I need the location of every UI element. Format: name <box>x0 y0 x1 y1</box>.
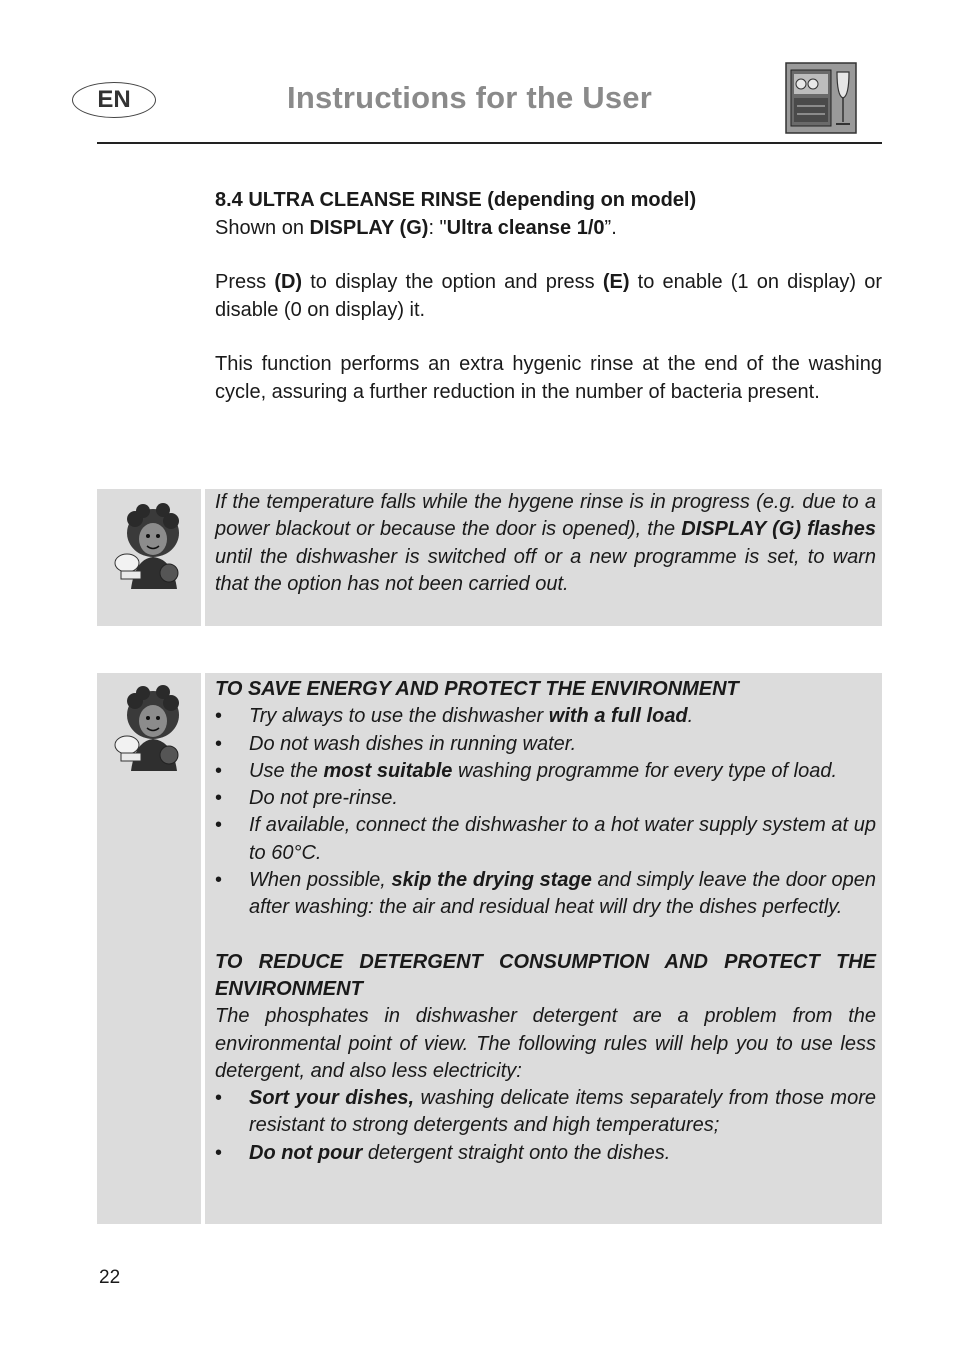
header-divider <box>97 142 882 144</box>
list-item <box>215 731 876 758</box>
page-title: Instructions for the User <box>287 80 652 115</box>
advisor-character-icon <box>113 501 187 589</box>
tip-text: detergent straight onto the dishes. <box>362 1141 671 1164</box>
energy-heading: TO SAVE ENERGY AND PROTECT THE ENVIRONMENT <box>215 678 739 700</box>
tip-text: Try always to use the dishwasher <box>249 705 549 728</box>
press-text-c: to enable (1 on display) or disable (0 on display) it. <box>215 271 883 321</box>
page-number: 22 <box>99 1267 121 1288</box>
list-item <box>215 812 876 867</box>
dishwasher-icon <box>785 62 857 134</box>
list-item <box>215 758 876 785</box>
note1-bold: DISPLAY (G) flashes <box>681 518 876 541</box>
section-body <box>215 187 882 242</box>
detergent-tips-list <box>215 1085 876 1167</box>
tip-bold: with a full load <box>548 705 688 728</box>
tip-text: If available, connect the dishwasher to a hot water supply system at up to 60°C. <box>249 814 876 864</box>
list-item <box>215 785 876 812</box>
display-line <box>215 215 882 243</box>
function-description: This function performs an extra hygenic rinse at the end of the washing cycle, assuring a further reduction in the number of bacteria present. <box>215 353 882 403</box>
key-e: (E) <box>602 271 630 293</box>
environment-note <box>97 673 882 1224</box>
tip-text: Do not pre-rinse. <box>249 787 398 810</box>
list-item <box>215 867 876 922</box>
detergent-paragraph: The phosphates in dishwasher detergent are a problem from the environmental point of view. The following rules will help you to use less detergent, and also less electricity: <box>215 1005 876 1082</box>
language-badge <box>72 82 156 118</box>
tip-bold: skip the drying stage <box>391 869 592 892</box>
tip-text: washing delicate items separately from those more resistant to strong detergents and high temperatures; <box>249 1087 876 1137</box>
detergent-heading: TO REDUCE DETERGENT CONSUMPTION AND PROTECT THE ENVIRONMENT <box>215 950 876 1000</box>
tip-text: When possible, <box>249 869 392 892</box>
press-instruction <box>215 269 882 324</box>
energy-tips-list <box>215 703 876 921</box>
note1-text-b: until the dishwasher is switched off or a new programme is set, to warn that the option has not been carried out. <box>215 545 876 595</box>
tip-bold: most suitable <box>323 759 453 782</box>
tip-text: and simply leave the door open after washing: the air and residual heat will dry the dishes perfectly. <box>249 869 876 919</box>
list-item <box>215 1140 876 1167</box>
display-line-suffix: ”. <box>604 216 617 239</box>
language-code: EN <box>97 86 131 113</box>
note-text <box>215 676 876 1167</box>
display-label: DISPLAY (G) <box>309 216 429 239</box>
display-line-prefix: Shown on <box>215 216 310 239</box>
note-text <box>215 489 876 598</box>
list-item <box>215 1085 876 1140</box>
key-d: (D) <box>274 271 303 293</box>
spacer <box>215 922 876 949</box>
tip-bold: Sort your dishes, <box>249 1087 415 1110</box>
display-value: Ultra cleanse 1/0 <box>446 216 605 239</box>
press-text-a: Press <box>215 271 275 293</box>
list-item <box>215 703 876 730</box>
warning-note <box>97 489 882 626</box>
tip-bold: Do not pour <box>249 1141 363 1164</box>
tip-text: washing programme for every type of load. <box>452 759 838 782</box>
display-line-sep: : " <box>428 216 447 239</box>
note1-text-a: If the temperature falls while the hygene rinse is in progress (e.g. due to a power blackout or because the door is opened), the <box>215 491 876 541</box>
tip-text: Do not wash dishes in running water. <box>249 732 577 755</box>
section-heading: 8.4 ULTRA CLEANSE RINSE (depending on model) <box>215 189 697 211</box>
tip-text: . <box>687 705 694 728</box>
tip-text: Use the <box>249 759 324 782</box>
advisor-character-icon <box>113 683 187 771</box>
press-text-b: to display the option and press <box>302 271 603 293</box>
